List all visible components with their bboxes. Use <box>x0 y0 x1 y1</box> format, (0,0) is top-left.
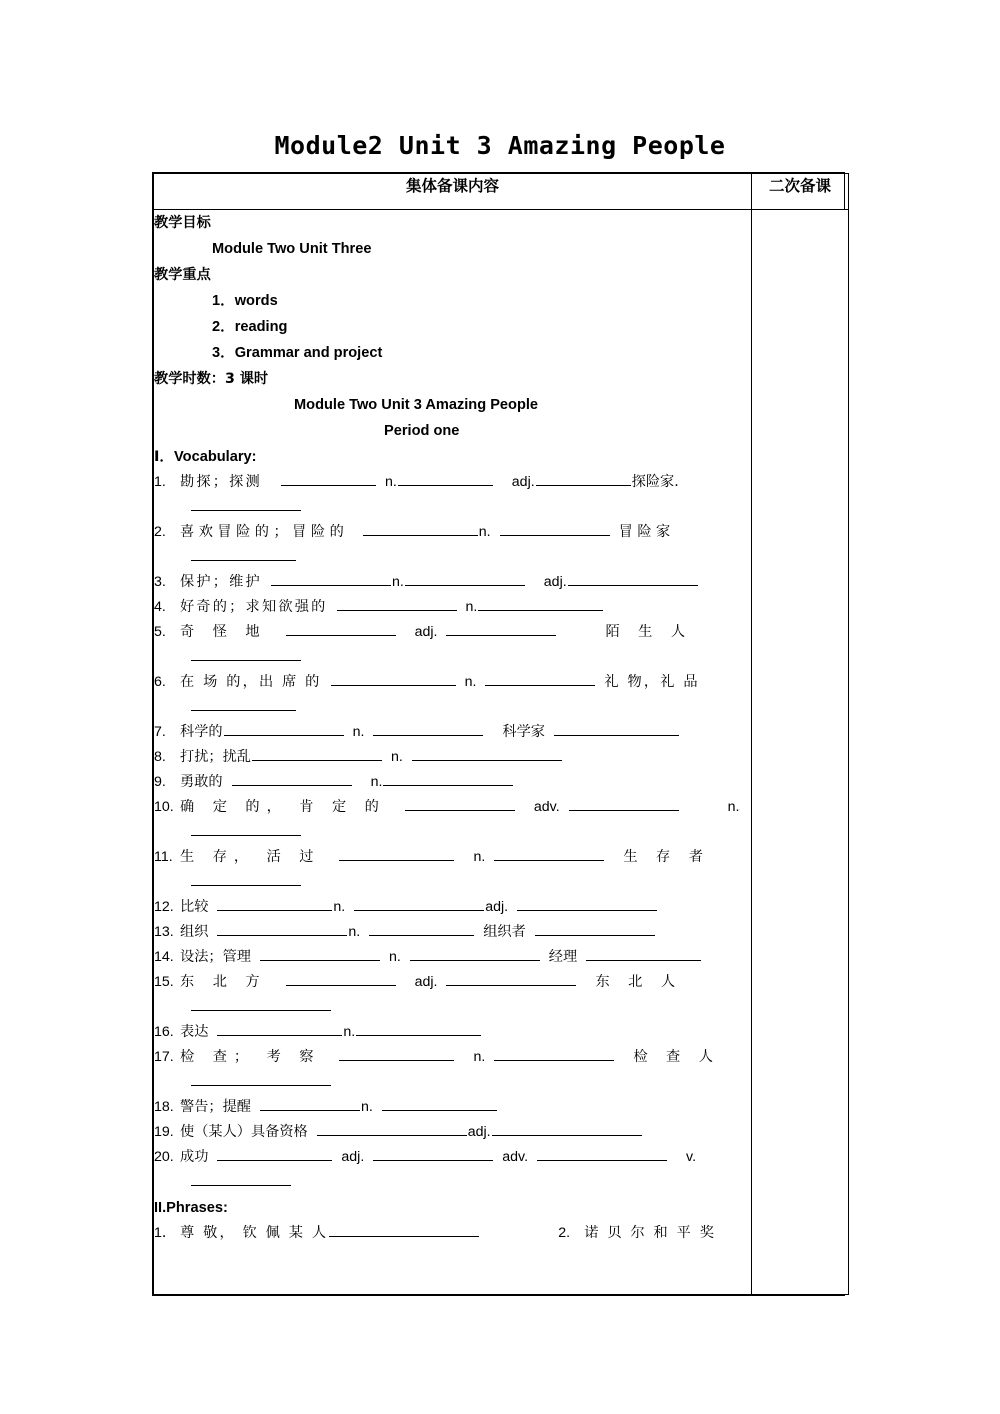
vocab-cn-2: 喜 欢 冒 险 的 ； 冒 险 的 <box>180 524 344 540</box>
vocab-cn-14: 设法；管理 <box>180 949 251 965</box>
vocab-blank-1-3[interactable] <box>536 473 631 486</box>
vocab-blank-17-2[interactable] <box>494 1048 614 1061</box>
vocab-num-2: 2. <box>154 524 166 540</box>
vocab-blank-10-2[interactable] <box>569 798 679 811</box>
vocab-cn-3: 保护；维护 <box>180 574 262 590</box>
vocab-pos-3-1: n. <box>391 574 404 590</box>
secondary-prep-cell[interactable] <box>752 210 849 1295</box>
vocab-blank-18-2[interactable] <box>382 1098 497 1111</box>
unit-heading: Module Two Unit 3 Amazing People <box>294 397 539 413</box>
lesson-plan-table <box>152 172 845 1296</box>
vocab-blank-15-3[interactable] <box>191 998 331 1011</box>
vocab-item-15 <box>154 970 751 995</box>
teaching-periods-label: 教学时数：3 课时 <box>154 371 269 387</box>
vocab-blank-16-2[interactable] <box>356 1023 481 1036</box>
vocab-blank-15-1[interactable] <box>286 973 396 986</box>
phrase-blank-1[interactable] <box>329 1224 479 1237</box>
vocab-cn-7-trailing: 科学家 <box>502 724 545 740</box>
vocab-item-2 <box>154 520 751 545</box>
vocab-pos-12-2: adj. <box>485 899 509 915</box>
vocab-cn-13-trailing: 组织者 <box>483 924 526 940</box>
vocab-item-19 <box>154 1120 751 1145</box>
vocab-blank-12-1[interactable] <box>217 898 332 911</box>
vocab-item-1 <box>154 470 751 495</box>
vocab-blank-4-1[interactable] <box>337 598 457 611</box>
vocab-blank-19-1[interactable] <box>317 1123 467 1136</box>
vocab-cn-5-trailing: 陌 生 人 <box>605 624 693 640</box>
vocab-cn-11-trailing: 生 存 者 <box>623 849 710 865</box>
vocab-item-8 <box>154 745 751 770</box>
vocab-blank-10-3[interactable] <box>191 823 301 836</box>
vocab-num-16: 16. <box>154 1024 174 1040</box>
vocab-pos-20-1: adj. <box>341 1149 365 1165</box>
vocab-blank-5-2[interactable] <box>446 623 556 636</box>
vocab-blank-14-3[interactable] <box>586 948 701 961</box>
vocab-cn-9: 勇敢的 <box>180 774 223 790</box>
focus-item-2: 2．reading <box>212 319 288 335</box>
vocab-cn-8: 打扰；扰乱 <box>180 749 251 765</box>
vocab-item-12 <box>154 895 751 920</box>
vocab-item-6-wrap <box>154 695 751 720</box>
vocab-item-13 <box>154 920 751 945</box>
vocab-blank-7-2[interactable] <box>373 723 483 736</box>
vocab-num-19: 19. <box>154 1124 174 1140</box>
vocab-num-18: 18. <box>154 1099 174 1115</box>
teaching-focus-label: 教学重点 <box>154 267 211 283</box>
vocab-item-9 <box>154 770 751 795</box>
vocab-num-20: 20. <box>154 1149 174 1165</box>
vocab-pos-7-1: n. <box>352 724 365 740</box>
vocab-pos-13-1: n. <box>348 924 361 940</box>
vocab-blank-4-2[interactable] <box>478 598 603 611</box>
vocab-pos-15-1: adj. <box>414 974 438 990</box>
vocab-blank-6-3[interactable] <box>191 698 296 711</box>
vocab-blank-3-2[interactable] <box>405 573 525 586</box>
vocab-pos-1-2: adj. <box>511 474 535 490</box>
vocab-item-16 <box>154 1020 751 1045</box>
vocab-blank-8-2[interactable] <box>412 748 562 761</box>
vocab-blank-5-3[interactable] <box>191 648 301 661</box>
vocab-blank-9-2[interactable] <box>383 773 513 786</box>
vocab-cn-7: 科学的 <box>180 724 223 740</box>
vocab-num-12: 12. <box>154 899 174 915</box>
vocab-item-5-wrap <box>154 645 751 670</box>
vocab-blank-2-3[interactable] <box>191 548 296 561</box>
vocab-blank-18-1[interactable] <box>260 1098 360 1111</box>
vocab-item-6 <box>154 670 751 695</box>
vocab-blank-7-3[interactable] <box>554 723 679 736</box>
vocab-item-1-wrap <box>154 495 751 520</box>
vocab-blank-7-1[interactable] <box>224 723 344 736</box>
vocab-num-14: 14. <box>154 949 174 965</box>
vocab-cn-18: 警告；提醒 <box>180 1099 251 1115</box>
vocab-num-1: 1. <box>154 474 166 490</box>
vocab-blank-12-2[interactable] <box>354 898 484 911</box>
vocab-item-10 <box>154 795 751 820</box>
lesson-content-cell <box>154 210 752 1295</box>
vocab-item-17-wrap <box>154 1070 751 1095</box>
vocab-blank-2-2[interactable] <box>500 523 610 536</box>
vocab-blank-20-3[interactable] <box>537 1148 667 1161</box>
vocab-blank-14-1[interactable] <box>260 948 380 961</box>
vocab-cn-5: 奇 怪 地 <box>180 624 267 640</box>
vocab-cn-20: 成功 <box>180 1149 209 1165</box>
vocab-item-7 <box>154 720 751 745</box>
phrases-heading: II.Phrases: <box>154 1200 228 1216</box>
vocab-pos-11-1: n. <box>473 849 486 865</box>
phrase-text-1: 尊 敬， 钦 佩 某 人 <box>180 1225 329 1241</box>
vocab-cn-2-trailing: 冒 险 家 <box>618 524 671 540</box>
vocab-pos-8-1: n. <box>390 749 403 765</box>
vocab-cn-6-trailing: 礼 物，礼 品 <box>604 674 700 690</box>
vocab-blank-6-2[interactable] <box>485 673 595 686</box>
vocab-cn-1-trailing: 探险家. <box>631 474 679 490</box>
vocab-cn-19: 使（某人）具备资格 <box>180 1124 308 1140</box>
vocab-num-13: 13. <box>154 924 174 940</box>
teaching-goal-label: 教学目标 <box>154 215 211 231</box>
vocab-num-7: 7. <box>154 724 166 740</box>
vocab-pos-16-1: n. <box>343 1024 356 1040</box>
vocab-blank-1-4[interactable] <box>191 498 301 511</box>
vocab-num-15: 15. <box>154 974 174 990</box>
vocab-cn-6: 在 场 的，出 席 的 <box>180 674 322 690</box>
vocab-blank-20-2[interactable] <box>373 1148 493 1161</box>
vocab-item-18 <box>154 1095 751 1120</box>
vocab-pos-3-2: adj. <box>543 574 567 590</box>
vocab-pos-20-2: adv. <box>502 1149 529 1165</box>
vocab-cn-13: 组织 <box>180 924 209 940</box>
vocab-item-5 <box>154 620 751 645</box>
vocab-cn-15: 东 北 方 <box>180 974 267 990</box>
phrase-num-1: 1． <box>154 1225 177 1241</box>
vocab-blank-3-3[interactable] <box>568 573 698 586</box>
vocab-pos-10-1: adv. <box>533 799 560 815</box>
vocab-item-17 <box>154 1045 751 1070</box>
vocab-blank-6-1[interactable] <box>331 673 456 686</box>
vocab-pos-4-1: n. <box>465 599 478 615</box>
vocab-blank-16-1[interactable] <box>217 1023 342 1036</box>
vocab-blank-12-3[interactable] <box>517 898 657 911</box>
vocab-cn-14-trailing: 经理 <box>548 949 578 965</box>
table-body-row <box>154 210 849 1295</box>
vocab-blank-11-2[interactable] <box>494 848 604 861</box>
vocab-pos-20-3: v. <box>686 1149 697 1165</box>
vocab-pos-10-2: n. <box>727 799 740 815</box>
vocab-item-14 <box>154 945 751 970</box>
vocab-item-4 <box>154 595 751 620</box>
vocab-blank-19-2[interactable] <box>492 1123 642 1136</box>
page-title: Module2 Unit 3 Amazing People <box>274 131 726 160</box>
vocab-blank-9-1[interactable] <box>232 773 352 786</box>
period-heading: Period one <box>384 423 460 439</box>
vocab-item-11 <box>154 845 751 870</box>
vocab-blank-5-1[interactable] <box>286 623 396 636</box>
table-header-row <box>154 174 849 210</box>
vocab-num-3: 3. <box>154 574 166 590</box>
vocab-num-6: 6. <box>154 674 166 690</box>
header-cell-main: 集体备课内容 <box>154 174 752 210</box>
vocab-blank-17-1[interactable] <box>339 1048 454 1061</box>
vocab-num-5: 5. <box>154 624 166 640</box>
vocabulary-heading: Ⅰ．Vocabulary: <box>154 449 257 465</box>
vocab-pos-9-1: n. <box>370 774 383 790</box>
vocab-num-17: 17. <box>154 1049 174 1065</box>
vocab-cn-12: 比较 <box>180 899 209 915</box>
vocab-pos-18-1: n. <box>360 1099 373 1115</box>
vocab-num-11: 11. <box>154 849 173 865</box>
vocab-blank-11-3[interactable] <box>191 873 301 886</box>
vocab-item-20-wrap <box>154 1170 751 1195</box>
vocab-num-4: 4. <box>154 599 166 615</box>
vocab-pos-14-1: n. <box>388 949 401 965</box>
vocab-blank-13-2[interactable] <box>369 923 474 936</box>
vocab-blank-1-2[interactable] <box>398 473 493 486</box>
vocab-blank-13-3[interactable] <box>535 923 655 936</box>
vocab-blank-14-2[interactable] <box>410 948 540 961</box>
vocab-item-2-wrap <box>154 545 751 570</box>
vocab-cn-15-trailing: 东 北 人 <box>595 974 683 990</box>
vocab-pos-6-1: n. <box>464 674 477 690</box>
vocab-pos-17-1: n. <box>473 1049 486 1065</box>
focus-item-3: 3．Grammar and project <box>212 345 383 361</box>
vocab-cn-16: 表达 <box>180 1024 209 1040</box>
vocab-num-9: 9. <box>154 774 166 790</box>
vocab-pos-19-1: adj. <box>467 1124 491 1140</box>
vocab-item-15-wrap <box>154 995 751 1020</box>
header-cell-side: 二次备课 <box>752 174 849 210</box>
vocab-item-20 <box>154 1145 751 1170</box>
vocab-cn-11: 生 存， 活 过 <box>180 849 321 865</box>
vocab-num-8: 8. <box>154 749 166 765</box>
vocab-blank-20-4[interactable] <box>191 1173 291 1186</box>
focus-item-1: 1．words <box>212 293 278 309</box>
phrase-row-1 <box>154 1221 751 1246</box>
vocab-pos-2-1: n. <box>478 524 491 540</box>
vocab-blank-1-1[interactable] <box>281 473 376 486</box>
vocab-cn-10: 确 定 的， 肯 定 的 <box>180 799 386 815</box>
vocab-blank-13-1[interactable] <box>217 923 347 936</box>
vocab-cn-4: 好奇的；求知欲强的 <box>180 599 328 615</box>
vocab-item-3 <box>154 570 751 595</box>
vocab-blank-3-1[interactable] <box>271 573 391 586</box>
vocab-blank-20-1[interactable] <box>217 1148 332 1161</box>
vocab-item-10-wrap <box>154 820 751 845</box>
vocab-pos-5-1: adj. <box>414 624 438 640</box>
vocab-cn-17-trailing: 检 查 人 <box>633 1049 720 1065</box>
vocab-pos-12-1: n. <box>333 899 346 915</box>
vocab-num-10: 10. <box>154 799 174 815</box>
vocab-pos-1-1: n. <box>384 474 397 490</box>
vocab-blank-11-1[interactable] <box>339 848 454 861</box>
vocab-blank-17-3[interactable] <box>191 1073 331 1086</box>
phrase-num-2: 2. <box>558 1225 571 1241</box>
vocab-blank-15-2[interactable] <box>446 973 576 986</box>
teaching-goal-value: Module Two Unit Three <box>212 241 372 257</box>
vocab-item-11-wrap <box>154 870 751 895</box>
vocab-blank-2-1[interactable] <box>363 523 478 536</box>
vocab-blank-10-1[interactable] <box>405 798 515 811</box>
vocab-cn-17: 检 查； 考 察 <box>180 1049 321 1065</box>
vocab-blank-8-1[interactable] <box>252 748 382 761</box>
phrase-text-2: 诺 贝 尔 和 平 奖 <box>584 1225 717 1241</box>
lesson-content <box>154 210 751 1246</box>
vocab-cn-1: 勘探；探测 <box>180 474 262 490</box>
